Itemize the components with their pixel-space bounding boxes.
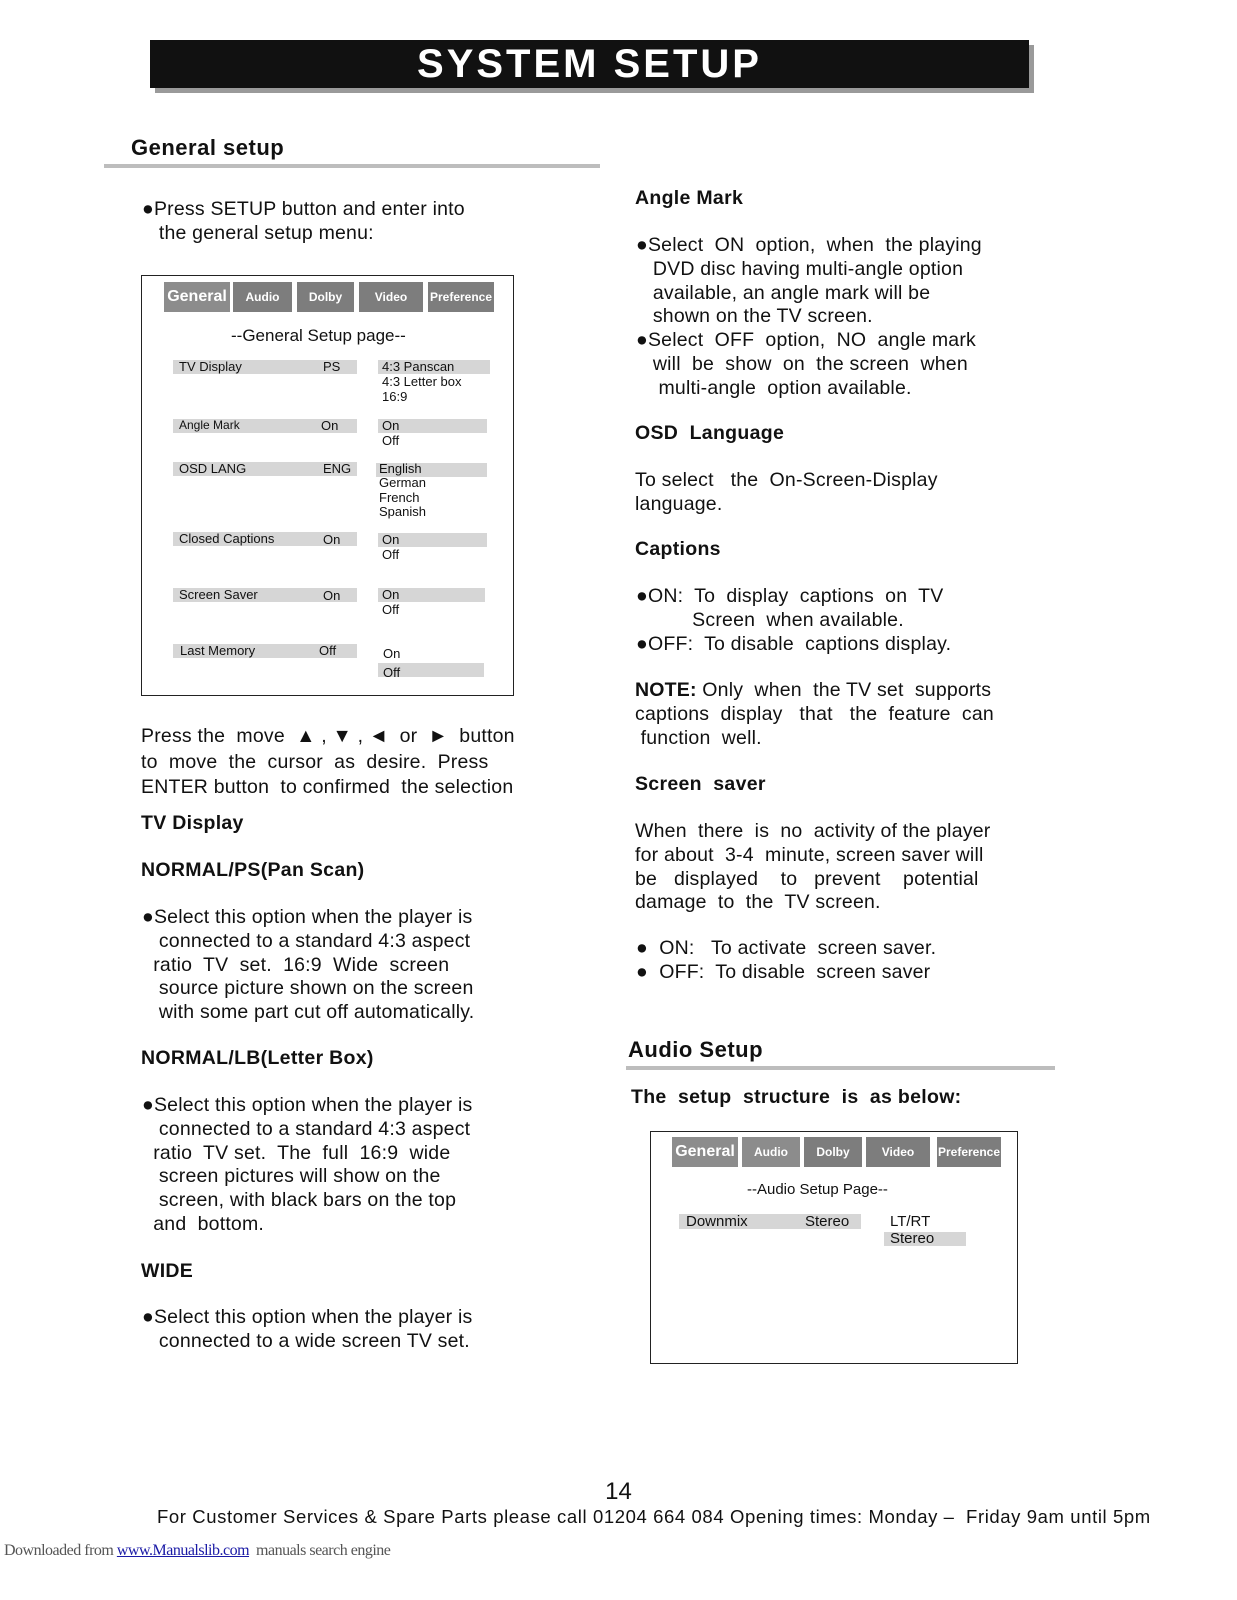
tab-general: General xyxy=(672,1137,738,1167)
angle-mark-text: ●Select ON option, when the playing DVD disc having multi-angle option available, an angle mark will be shown on the TV screen. ●Select OFF option, NO angle mark will be show on the screen when multi-angle option available. xyxy=(636,234,982,399)
menu-title: --Audio Setup Page-- xyxy=(747,1181,888,1198)
row-value: Off xyxy=(319,643,337,658)
audio-heading-divider xyxy=(626,1066,1055,1070)
row-label: TV Display xyxy=(179,359,242,374)
customer-service-footer: For Customer Services & Spare Parts please call 01204 664 084 Opening times: Monday – Friday 9am until 5pm xyxy=(157,1506,1151,1527)
move-cursor-text: Press the move ▲ , ▼ , ◄ or ► button to move the cursor as desire. Press ENTER button to confirmed the selection xyxy=(141,725,515,798)
row-options: On Off xyxy=(382,587,400,617)
row-options: On Off xyxy=(383,646,401,680)
captions-text: ●ON: To display captions on TV Screen when available. ●OFF: To disable captions display. xyxy=(636,585,952,655)
row-label: OSD LANG xyxy=(179,461,247,476)
tv-display-heading: TV Display xyxy=(141,812,244,834)
row-value: On xyxy=(321,418,339,433)
wide-text: ●Select this option when the player is connected to a wide screen TV set. xyxy=(142,1306,473,1352)
download-prefix: Downloaded from xyxy=(4,1542,117,1559)
audio-setup-heading: Audio Setup xyxy=(628,1037,764,1062)
note-body: Only when the TV set supports captions display that the feature can function well. xyxy=(635,679,994,749)
tab-audio: Audio xyxy=(742,1137,800,1167)
download-note xyxy=(4,1542,390,1560)
row-value: ENG xyxy=(323,461,352,476)
audio-setup-menu xyxy=(650,1131,1018,1364)
heading-divider xyxy=(104,164,600,168)
row-label: Angle Mark xyxy=(179,418,240,432)
row-value: Stereo xyxy=(805,1213,850,1230)
osd-language-heading: OSD Language xyxy=(635,422,785,444)
row-label: Screen Saver xyxy=(179,587,258,602)
note-label: NOTE: xyxy=(635,679,697,701)
option-lt-rt: LT/RT xyxy=(890,1213,931,1230)
row-options: On Off xyxy=(382,418,400,448)
download-suffix: manuals search engine xyxy=(249,1542,391,1559)
row-options: On Off xyxy=(382,532,400,562)
angle-mark-heading: Angle Mark xyxy=(635,187,744,209)
tab-preference: Preference xyxy=(428,282,494,312)
row-value: On xyxy=(323,532,341,547)
row-options: 4:3 Panscan 4:3 Letter box 16:9 xyxy=(382,359,462,404)
tab-preference: Preference xyxy=(937,1137,1001,1167)
general-setup-menu xyxy=(141,275,514,696)
page-number: 14 xyxy=(605,1478,632,1505)
note-text xyxy=(635,679,994,750)
general-setup-heading: General setup xyxy=(131,135,285,160)
captions-heading: Captions xyxy=(635,538,721,560)
row-options: English German French Spanish xyxy=(379,461,426,519)
letter-box-text: ●Select this option when the player is connected to a standard 4:3 aspect ratio TV set. The full 16:9 wide screen pictures will show on the screen, with black bars on the top and bottom. xyxy=(142,1094,473,1235)
screen-saver-text: When there is no activity of the player for about 3-4 minute, screen saver will be displayed to prevent potential damage to the TV screen. xyxy=(635,820,991,914)
tab-dolby: Dolby xyxy=(297,282,354,312)
row-value: PS xyxy=(323,359,341,374)
normal-lb-heading: NORMAL/LB(Letter Box) xyxy=(141,1047,374,1069)
page-title: SYSTEM SETUP xyxy=(150,40,1029,88)
normal-ps-heading: NORMAL/PS(Pan Scan) xyxy=(141,859,365,881)
screen-saver-options: ● ON: To activate screen saver. ● OFF: To disable screen saver xyxy=(636,937,937,983)
screen-saver-heading: Screen saver xyxy=(635,773,766,795)
pan-scan-text: ●Select this option when the player is connected to a standard 4:3 aspect ratio TV set. 16:9 Wide screen source picture shown on the screen with some part cut off automatically. xyxy=(142,906,475,1024)
menu-title: --General Setup page-- xyxy=(231,326,406,345)
structure-text: The setup structure is as below: xyxy=(631,1086,962,1108)
tab-dolby: Dolby xyxy=(804,1137,862,1167)
tab-general: General xyxy=(164,282,230,312)
row-label: Downmix xyxy=(686,1213,748,1230)
osd-language-text: To select the On-Screen-Display language. xyxy=(635,469,938,515)
row-value: On xyxy=(323,588,341,603)
intro-text: ●Press SETUP button and enter into the general setup menu: xyxy=(142,198,465,244)
row-label: Last Memory xyxy=(180,643,256,658)
wide-heading: WIDE xyxy=(141,1260,194,1282)
option-stereo: Stereo xyxy=(890,1230,935,1247)
tab-video: Video xyxy=(866,1137,930,1167)
tab-video: Video xyxy=(359,282,423,312)
tab-audio: Audio xyxy=(233,282,292,312)
manualslib-link[interactable]: www.Manualslib.com xyxy=(116,1542,250,1559)
row-label: Closed Captions xyxy=(179,531,275,546)
